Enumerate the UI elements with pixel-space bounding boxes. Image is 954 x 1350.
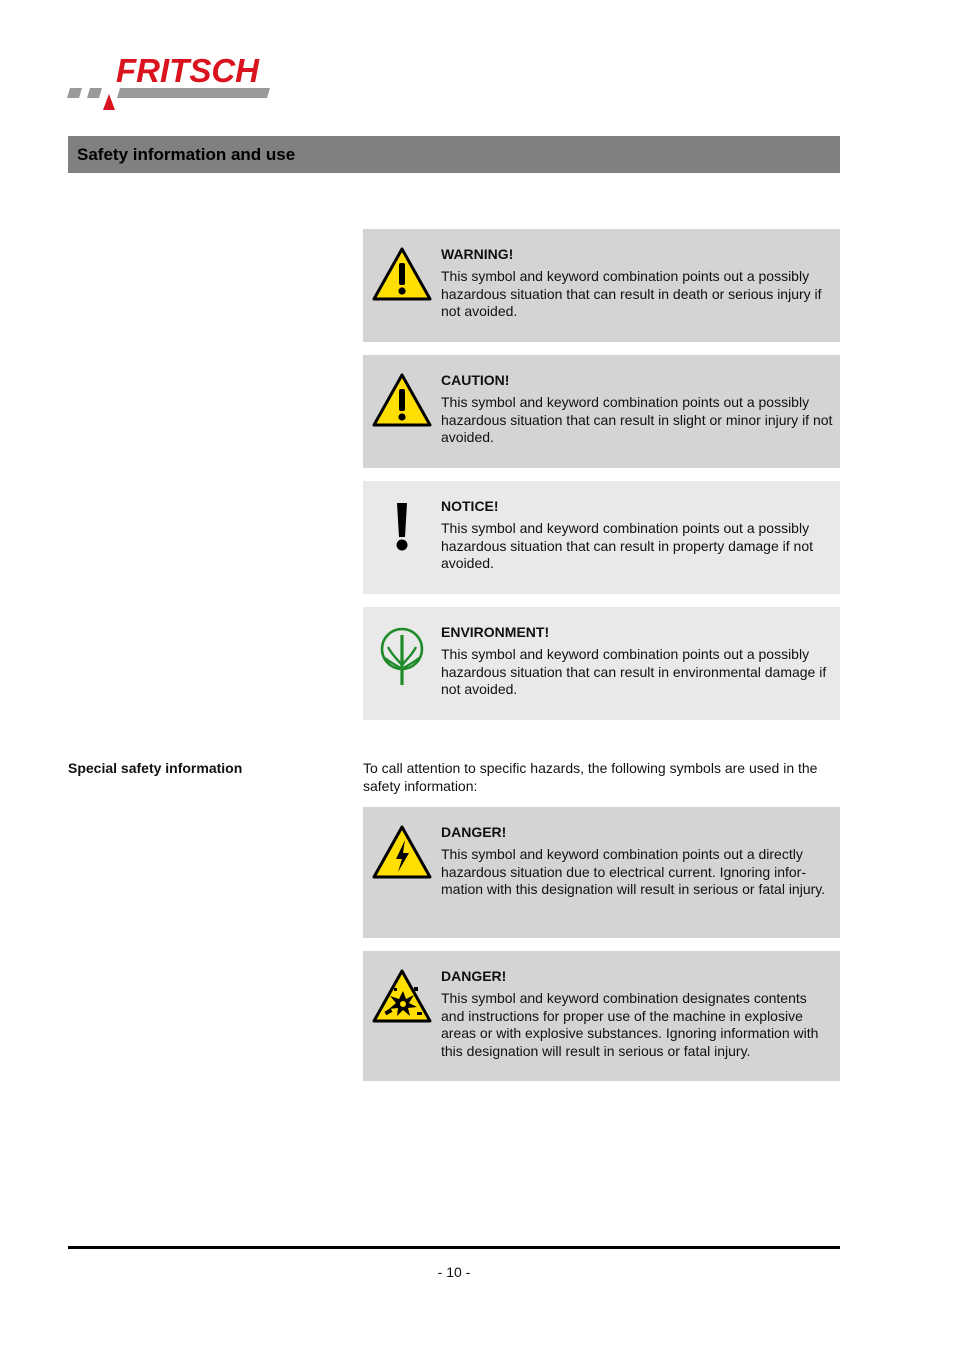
explosion-hazard-icon [372,969,432,1025]
notice-keyword: WARNING! [441,246,514,262]
environment-notice [363,607,840,720]
fritsch-logo-graphic [66,52,286,114]
notice-keyword: DANGER! [441,968,507,984]
caution-notice [363,355,840,468]
special-safety-label: Special safety information [68,760,243,776]
page-number: - 10 - [437,1264,471,1280]
danger-explosive-notice [363,951,840,1081]
logo-wordmark: FRITSCH [116,52,259,89]
electrical-hazard-icon [372,825,432,881]
plant-icon [372,625,432,687]
notice-text: This symbol and keyword combination points out a directly hazardous situation due to electrical current. Ignoring infor-mation with this designation will result in serious or fatal injury. [441,845,826,898]
notice-text: This symbol and keyword combination points out a possibly hazardous situation that can result in death or serious injury if not avoided. [441,267,822,320]
notice-keyword: ENVIRONMENT! [441,624,550,640]
notice-notice [363,481,840,594]
danger-electrical-notice [363,807,840,938]
section-title: Safety information and use [77,144,296,164]
notice-text: This symbol and keyword combination points out a possibly hazardous situation that can result in slight or minor injury if not avoided. [441,393,833,446]
notice-keyword: CAUTION! [441,372,510,388]
warning-triangle-icon [372,247,432,303]
special-safety-intro: To call attention to specific hazards, the following symbols are used in the safety information: [363,760,818,794]
warning-triangle-icon [372,373,432,429]
exclamation-icon [372,499,432,555]
fritsch-logo [66,52,286,114]
warning-notice [363,229,840,342]
section-header [68,136,840,173]
notice-text: This symbol and keyword combination points out a possibly hazardous situation that can result in property damage if not avoided. [441,519,813,572]
footer-divider [68,1246,840,1249]
notice-text: This symbol and keyword combination designates contents and instructions for proper use of the machine in explosive areas or with explosive substances. Ignoring information with this designation will result in serious or fatal injury. [441,989,819,1060]
notice-keyword: NOTICE! [441,498,499,514]
notice-keyword: DANGER! [441,824,507,840]
notice-text: This symbol and keyword combination points out a possibly hazardous situation that can result in environmental damage if not avoided. [441,645,827,698]
